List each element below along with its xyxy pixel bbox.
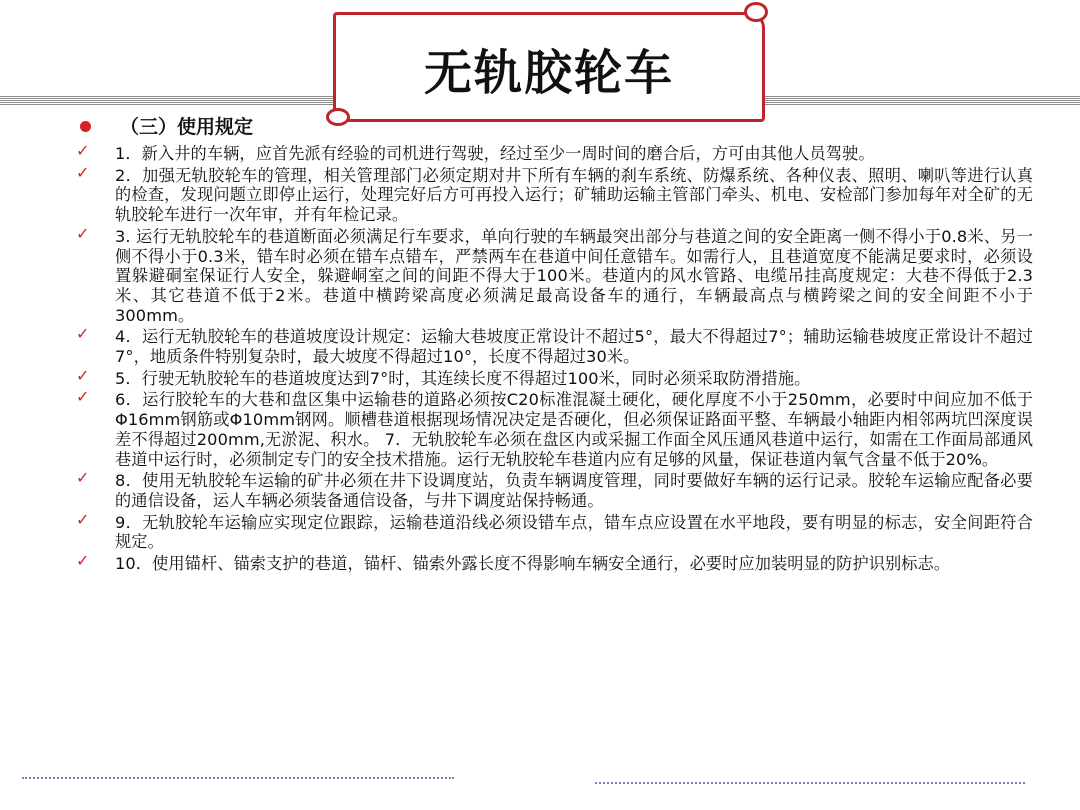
list-item-text: 5．行驶无轨胶轮车的巷道坡度达到7°时，其连续长度不得超过100米，同时必须采取防滑措施。 [115,368,811,388]
checkmark-icon: ✓ [76,509,90,529]
list-item-text: 3. 运行无轨胶轮车的巷道断面必须满足行车要求，单向行驶的车辆最突出部分与巷道之间的安全距离一侧不得小于0.8米、另一侧不得小于0.3米，错车时必须在错车点错车，严禁两车在巷道中间任意错车。如需行人，且巷道宽度不能满足要求时，必须设置躲避硐室保证行人安全，躲避峒室之间的间距不得大于100米。巷道内的风水管路、电缆吊挂高度规定：大巷不得低于2.3米、其它巷道不低于2米。巷道中横跨梁高度必须满足最高设备车的通行，车辆最高点与横跨梁之间的安全间距不小于300mm。 [115,226,1033,325]
list-item [0,365,1080,389]
checkmark-icon: ✓ [76,387,90,407]
list-item [0,509,1080,552]
checkmark-icon: ✓ [76,324,90,344]
section-heading-row [0,112,600,140]
list-item-text: 2．加强无轨胶轮车的管理，相关管理部门必须定期对井下所有车辆的刹车系统、防爆系统、各种仪表、照明、喇叭等进行认真的检查，发现问题立即停止运行，处理完好后方可再投入运行；矿辅助运输主管部门牵头、机电、安检部门参加每年对全矿的无轨胶轮车进行一次年审，并有年检记录。 [115,165,1033,225]
list-item-text: 8．使用无轨胶轮车运输的矿井必须在井下设调度站，负责车辆调度管理，同时要做好车辆的运行记录。胶轮车运输应配备必要的通信设备，运人车辆必须装备通信设备，与井下调度站保持畅通。 [115,471,1033,510]
list-item-text: 9．无轨胶轮车运输应实现定位跟踪，运输巷道沿线必须设错车点，错车点应设置在水平地段，要有明显的标志，安全间距符合规定。 [115,512,1033,552]
section-heading: （三）使用规定 [120,116,254,138]
list-item-text: 1．新入井的车辆，应首先派有经验的司机进行驾驶，经过至少一周时间的磨合后，方可由其他人员驾驶。 [115,144,875,163]
list-item-text: 4．运行无轨胶轮车的巷道坡度设计规定：运输大巷坡度正常设计不超过5°，最大不得超过7°；辅助运输巷坡度正常设计不超过7°，地质条件特别复杂时，最大坡度不得超过10°，长度不得超过30米。 [115,327,1033,367]
checkmark-icon: ✓ [76,365,90,385]
list-item [0,162,1080,225]
footer-divider-left [22,777,454,779]
checkmark-icon: ✓ [76,223,90,243]
footer-divider-right [595,782,1025,784]
red-dot-icon [80,121,91,132]
list-item-text: 6．运行胶轮车的大巷和盘区集中运输巷的道路必须按C20标准混凝土硬化，硬化厚度不小于250mm，必要时中间应加不低于Φ16mm钢筋或Φ10mm钢网。顺槽巷道根据现场情况决定是否硬化，但必须保证路面平整、车辆最小轴距内相邻两坑凹深度误差不得超过200mm,无淤泥、积水。 7．无轨胶轮车必须在盘区内或采掘工作面全风压通风巷道中运行，如需在工作面局部通风巷道中运行时，必须制定专门的安全技术措施。运行无轨胶轮车巷道内应有足够的风量，保证巷道内氧气含量不低于20%。 [115,390,1033,469]
rule-list [0,141,1080,576]
list-item [0,387,1080,469]
scroll-curl-icon [744,2,768,22]
list-item [0,141,1080,164]
list-item-text: 10．使用锚杆、锚索支护的巷道，锚杆、锚索外露长度不得影响车辆安全通行，必要时应加装明显的防护识别标志。 [115,554,951,574]
list-item [0,468,1080,510]
checkmark-icon: ✓ [76,162,90,182]
list-item [0,324,1080,367]
checkmark-icon: ✓ [76,468,90,488]
checkmark-icon: ✓ [76,141,90,160]
list-item [0,223,1080,326]
list-item [0,551,1080,574]
checkmark-icon: ✓ [76,551,90,571]
page-title: 无轨胶轮车 [423,45,674,101]
